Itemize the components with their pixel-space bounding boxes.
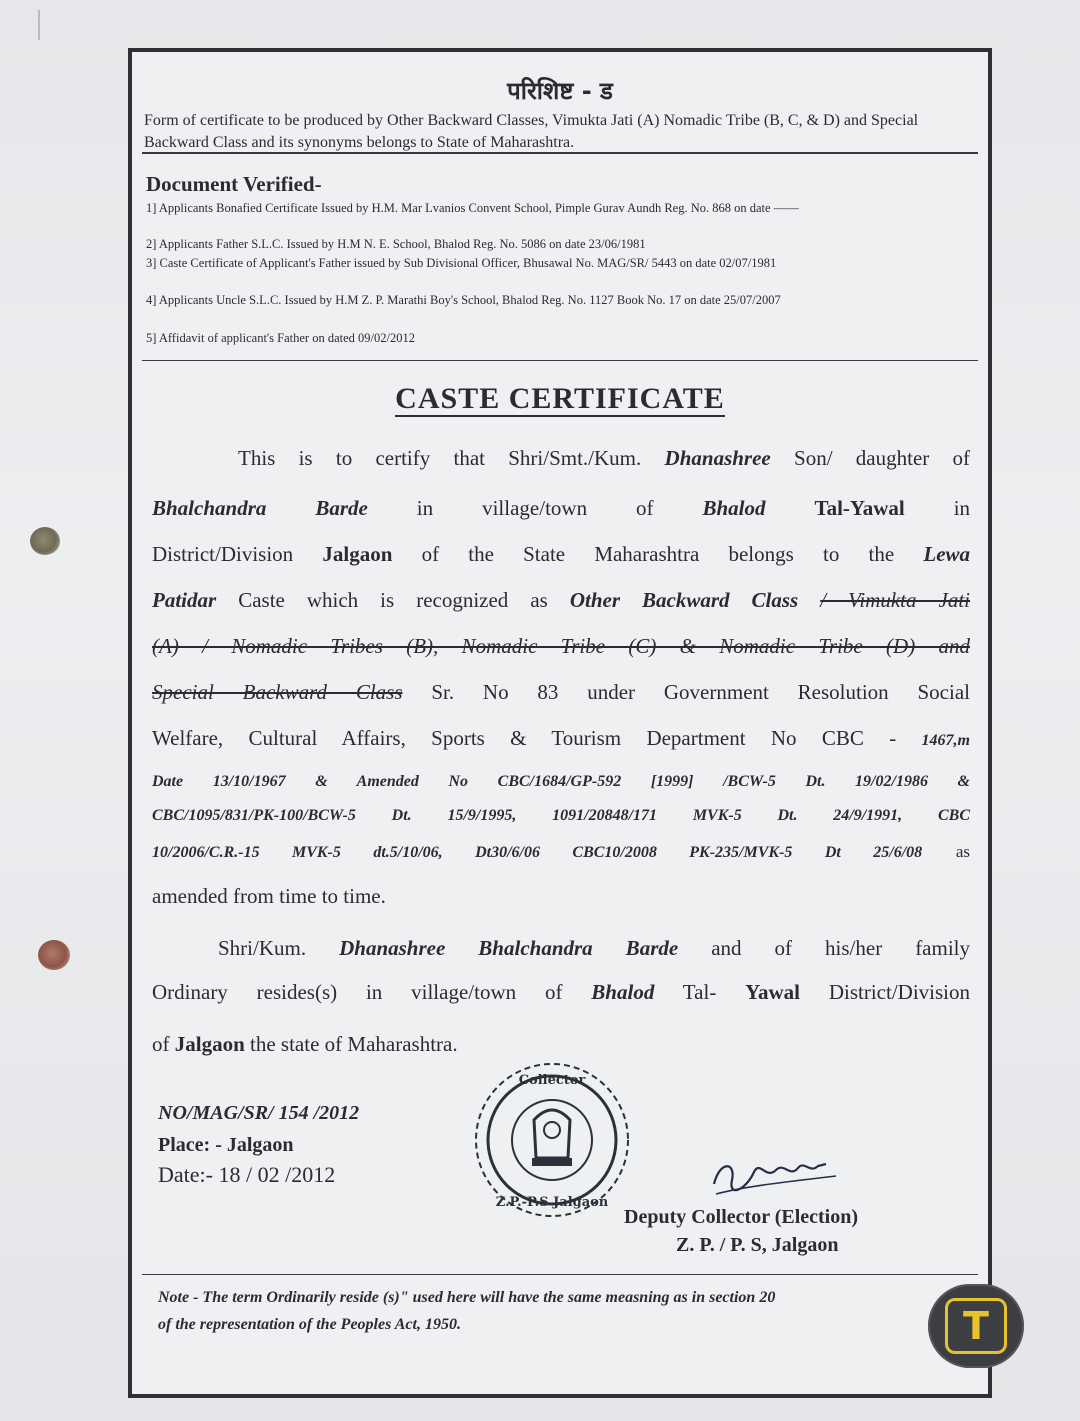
text: in <box>953 496 971 520</box>
struck-text: / Vimukta Jati <box>820 588 971 612</box>
note-line: of the representation of the Peoples Act, 1950. <box>158 1316 461 1333</box>
reference-text: 10/2006/C.R.-15 MVK-5 dt.5/10/06, Dt30/6/06 CBC10/2008 PK-235/MVK-5 Dt 25/6/08 <box>152 844 923 861</box>
reference-number: 1467,m <box>921 732 970 749</box>
certificate-title <box>132 382 988 416</box>
certificate-frame <box>128 48 992 1398</box>
village-name: Bhalod <box>591 980 655 1004</box>
text: Son/ daughter of <box>794 446 971 470</box>
text-scan-frame-icon <box>945 1298 1007 1354</box>
taluka-name: Yawal <box>745 980 800 1004</box>
body-line <box>152 444 970 472</box>
text: of the State Maharashtra belongs to the <box>421 542 895 566</box>
text: District/Division <box>152 542 294 566</box>
reference-line: Date 13/10/1967 & Amended No CBC/1684/GP-592 [1999] /BCW-5 Dt. 19/02/1986 & <box>152 773 970 790</box>
text: Tal- <box>682 980 717 1004</box>
punch-hole-top <box>30 527 60 555</box>
signatory-office: Z. P. / P. S, Jalgaon <box>676 1234 839 1256</box>
note-line: Note - The term Ordinarily reside (s)" used here will have the same measning as in section 20 <box>158 1289 776 1306</box>
caste-name: Lewa <box>923 542 971 566</box>
text: and of his/her family <box>711 936 971 960</box>
document-item: 4] Applicants Uncle S.L.C. Issued by H.M Z. P. Marathi Boy's School, Bhalod Reg. No. 1127 Book No. 17 on date 25/07/2007 <box>146 293 781 307</box>
certificate-title-text: CASTE CERTIFICATE <box>395 382 725 415</box>
struck-text: (A) / Nomadic Tribes (B), Nomadic Tribe (C) & Nomadic Tribe (D) and <box>152 634 970 658</box>
body-line <box>152 934 970 962</box>
edge-mark <box>38 10 40 40</box>
text: in village/town of <box>416 496 654 520</box>
body-line: amended from time to time. <box>152 884 386 908</box>
text: the state of Maharashtra. <box>250 1032 458 1056</box>
hindi-title: परिशिष्ट - ड <box>507 77 613 105</box>
applicant-name: Dhanashree <box>664 446 771 470</box>
class-name: Other Backward Class <box>569 588 799 612</box>
text: This is to certify that Shri/Smt./Kum. <box>238 446 642 470</box>
body-line <box>152 978 970 1006</box>
certificate-number: NO/MAG/SR/ 154 /2012 <box>158 1102 360 1124</box>
body-line <box>152 724 970 755</box>
body-line <box>152 678 970 706</box>
body-line <box>152 632 970 660</box>
signature-icon <box>706 1150 856 1200</box>
document-item: 2] Applicants Father S.L.C. Issued by H.M N. E. School, Bhalod Reg. No. 5086 on date 23/06/1981 <box>146 237 646 251</box>
official-seal-icon <box>472 1060 632 1220</box>
svg-text:Z.P.-P.S Jalgaon: Z.P.-P.S Jalgaon <box>495 1195 609 1210</box>
certificate-date: Date:- 18 / 02 /2012 <box>158 1162 336 1187</box>
document-item: 3] Caste Certificate of Applicant's Father issued by Sub Divisional Officer, Bhusawal No. MAG/SR/ 5443 on date 02/07/1981 <box>146 256 777 270</box>
district-name: Jalgaon <box>174 1032 245 1056</box>
signatory-title: Deputy Collector (Election) <box>624 1206 859 1228</box>
documents-title: Document Verified- <box>146 172 322 196</box>
punch-hole-bottom <box>38 940 70 970</box>
reference-line: CBC/1095/831/PK-100/BCW-5 Dt. 15/9/1995, 1091/20848/171 MVK-5 Dt. 24/9/1991, CBC <box>152 807 970 824</box>
district-name: Jalgaon <box>322 542 393 566</box>
text: Shri/Kum. <box>218 936 307 960</box>
text: Caste which is recognized as <box>238 588 548 612</box>
text: District/Division <box>828 980 971 1004</box>
struck-text: Special Backward Class <box>152 680 403 704</box>
form-description: Form of certificate to be produced by Other Backward Classes, Vimukta Jati (A) Nomadic Tribe (B, C, & D) and Special Backward Class and its synonyms belongs to State of Maharashtra. <box>144 112 919 151</box>
divider <box>142 1274 978 1275</box>
text: Ordinary resides(s) in village/town of <box>152 980 563 1004</box>
divider <box>142 152 978 154</box>
text: of <box>152 1032 170 1056</box>
reference-line <box>152 836 970 867</box>
text-scan-glyph: T <box>963 1304 989 1348</box>
note <box>158 1284 978 1338</box>
document-item: 1] Applicants Bonafied Certificate Issued by H.M. Mar Lvanios Convent School, Pimple Gurav Aundh Reg. No. 868 on date —— <box>146 201 799 215</box>
certificate-place: Place: - Jalgaon <box>158 1134 294 1156</box>
divider <box>142 360 978 361</box>
svg-text:Collector: Collector <box>518 1073 586 1088</box>
text: Sr. No 83 under Government Resolution Social <box>431 680 970 704</box>
body-line <box>152 586 970 614</box>
text: as <box>955 842 971 861</box>
father-name: Bhalchandra Barde <box>152 496 368 520</box>
body-line <box>152 494 970 522</box>
caste-name: Patidar <box>152 588 217 612</box>
document-item: 5] Affidavit of applicant's Father on dated 09/02/2012 <box>146 331 415 345</box>
body-line <box>152 540 970 568</box>
taluka-name: Tal-Yawal <box>814 496 905 520</box>
applicant-full-name: Dhanashree Bhalchandra Barde <box>339 936 679 960</box>
text: Welfare, Cultural Affairs, Sports & Tourism Department No CBC - <box>152 726 897 750</box>
body-line <box>152 1030 970 1058</box>
village-name: Bhalod <box>702 496 766 520</box>
